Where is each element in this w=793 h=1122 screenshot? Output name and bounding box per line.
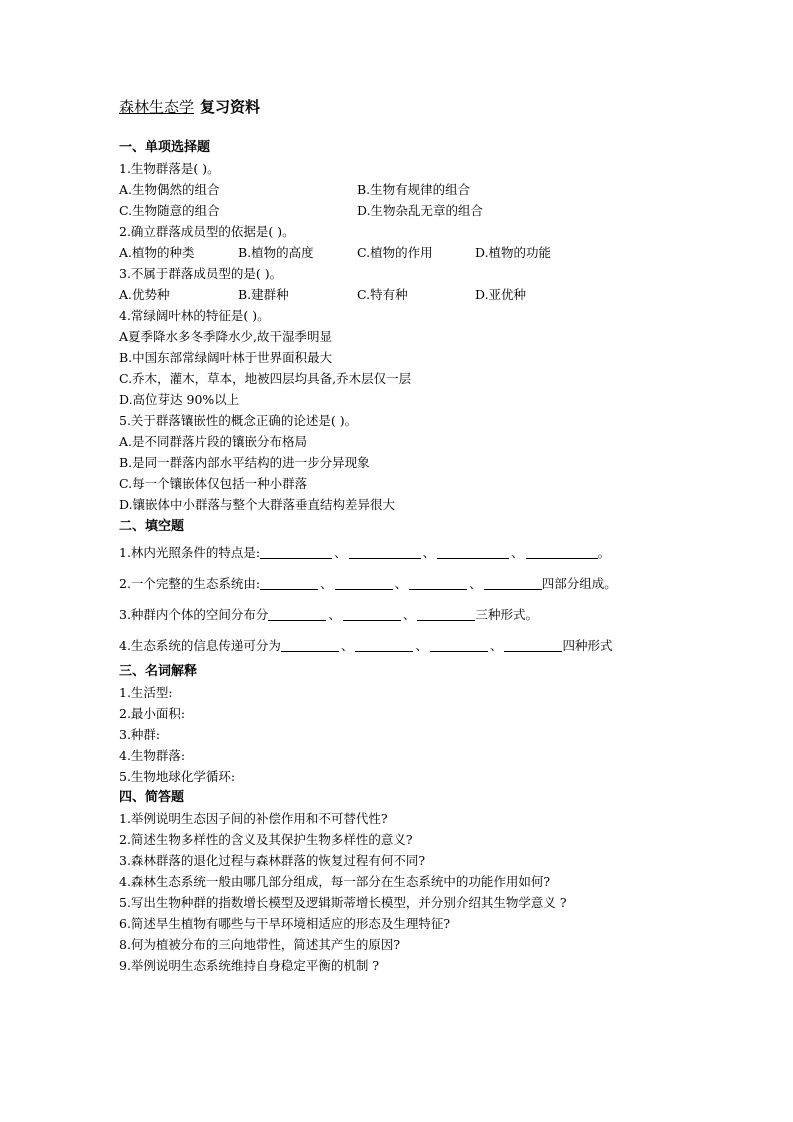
separator: 、: [415, 638, 428, 653]
answer-option: C.每一个镶嵌体仅包括一种小群落: [119, 476, 308, 491]
separator: 、: [320, 576, 333, 591]
question-stem: 1.生物群落是( )。: [119, 161, 220, 176]
question-stem: 3.不属于群落成员型的是( )。: [119, 266, 283, 281]
answer-blank[interactable]: [355, 637, 413, 652]
choice-questions: [119, 158, 679, 515]
short-answer-question: 9.举例说明生态系统维持自身稳定平衡的机制 ?: [119, 958, 380, 973]
question-text: 1.林内光照条件的特点是:: [119, 545, 261, 560]
answer-option: B.建群种: [238, 287, 289, 302]
answer-blank[interactable]: [260, 544, 332, 559]
question-suffix: 。: [597, 545, 611, 560]
separator: 、: [469, 576, 482, 591]
answer-option: C.生物随意的组合: [119, 203, 220, 218]
question-stem: 5.关于群落镶嵌性的概念正确的论述是( )。: [119, 413, 358, 428]
term-list: [119, 682, 679, 787]
answer-option: A.优势种: [119, 287, 170, 302]
section-heading-terms: 三、名词解释: [119, 664, 198, 679]
answer-option: C.特有种: [357, 287, 408, 302]
answer-blank[interactable]: [343, 606, 401, 621]
answer-option: B.生物有规律的组合: [357, 182, 471, 197]
answer-blank[interactable]: [335, 575, 393, 590]
question-stem: 2.确立群落成员型的依据是( )。: [119, 224, 295, 239]
answer-option: D.植物的功能: [475, 245, 552, 260]
document-subtitle: 复习资料: [200, 98, 261, 116]
question-text: 3.种群内个体的空间分布分: [119, 607, 269, 622]
question-suffix: 三种形式。: [475, 607, 538, 622]
answer-option: D.生物杂乱无章的组合: [357, 203, 484, 218]
short-answer-question: 5.写出生物种群的指数增长模型及逻辑斯蒂增长模型，并分别介绍其生物学意义 ?: [119, 895, 567, 910]
answer-blank[interactable]: [417, 606, 475, 621]
answer-option: C.植物的作用: [357, 245, 433, 260]
short-answer-question: 3.森林群落的退化过程与森林群落的恢复过程有何不同?: [119, 853, 426, 868]
term-item: 3.种群:: [119, 727, 161, 742]
separator: 、: [394, 576, 408, 591]
answer-option: B.中国东部常绿阔叶林于世界面积最大: [119, 350, 333, 365]
answer-blank[interactable]: [281, 637, 339, 652]
question-suffix: 四部分组成。: [541, 576, 617, 591]
answer-option: A.生物偶然的组合: [119, 182, 220, 197]
answer-option: D.高位芽达 90%以上: [119, 392, 240, 407]
term-item: 1.生活型:: [119, 685, 173, 700]
answer-option: A.植物的种类: [119, 245, 195, 260]
option-row: [119, 242, 679, 263]
term-item: 5.生物地球化学循环:: [119, 769, 236, 784]
answer-blank[interactable]: [437, 544, 509, 559]
term-item: 2.最小面积:: [119, 706, 186, 721]
answer-option: D.镶嵌体中小群落与整个大群落垂直结构差异很大: [119, 497, 396, 512]
separator: 、: [489, 638, 503, 653]
question-text: 4.生态系统的信息传递可分为: [119, 638, 281, 653]
short-answer-question: 6.简述旱生植物有哪些与干旱环境相适应的形态及生理特征?: [119, 916, 451, 931]
short-answer-question: 8.何为植被分布的三向地带性，简述其产生的原因?: [119, 937, 401, 952]
answer-blank[interactable]: [484, 575, 542, 590]
short-answer-list: [119, 808, 679, 976]
answer-blank[interactable]: [504, 637, 562, 652]
answer-blank[interactable]: [349, 544, 421, 559]
option-row: [119, 179, 679, 200]
short-answer-question: 2.简述生物多样性的含义及其保护生物多样性的意义?: [119, 832, 413, 847]
answer-option: A夏季降水多冬季降水少,故干湿季明显: [119, 329, 333, 344]
question-suffix: 四种形式: [562, 638, 613, 653]
fill-questions: [119, 537, 679, 661]
separator: 、: [334, 545, 347, 560]
question-text: 2.一个完整的生态系统由:: [119, 576, 261, 591]
separator: 、: [328, 607, 341, 622]
answer-option: A.是不同群落片段的镶嵌分布格局: [119, 434, 308, 449]
option-row: [119, 284, 679, 305]
fill-question: [119, 568, 679, 599]
term-item: 4.生物群落:: [119, 748, 186, 763]
separator: 、: [511, 545, 524, 560]
answer-option: C.乔木，灌木，草本，地被四层均具备,乔木层仅一层: [119, 371, 412, 386]
answer-option: D.亚优种: [475, 287, 527, 302]
answer-option: B.是同一群落内部水平结构的进一步分异现象: [119, 455, 370, 470]
document-title: [119, 96, 679, 118]
section-heading-fill: 二、填空题: [119, 519, 185, 534]
answer-blank[interactable]: [268, 606, 326, 621]
fill-question: [119, 630, 679, 661]
option-row: [119, 200, 679, 221]
course-name: 森林生态学: [119, 98, 195, 116]
section-heading-short-answer: 四、简答题: [119, 790, 185, 805]
question-stem: 4.常绿阔叶林的特征是( )。: [119, 308, 270, 323]
fill-question: [119, 537, 679, 568]
document-page: [119, 96, 679, 976]
short-answer-question: 4.森林生态系统一般由哪几部分组成，每一部分在生态系统中的功能作用如何?: [119, 874, 551, 889]
separator: 、: [402, 607, 416, 622]
answer-blank[interactable]: [409, 575, 467, 590]
answer-blank[interactable]: [430, 637, 488, 652]
answer-blank[interactable]: [526, 544, 598, 559]
fill-question: [119, 599, 679, 630]
short-answer-question: 1.举例说明生态因子间的补偿作用和不可替代性?: [119, 811, 388, 826]
answer-blank[interactable]: [260, 575, 318, 590]
section-heading-choice: 一、单项选择题: [119, 140, 211, 155]
separator: 、: [422, 545, 436, 560]
answer-option: B.植物的高度: [238, 245, 314, 260]
separator: 、: [340, 638, 354, 653]
